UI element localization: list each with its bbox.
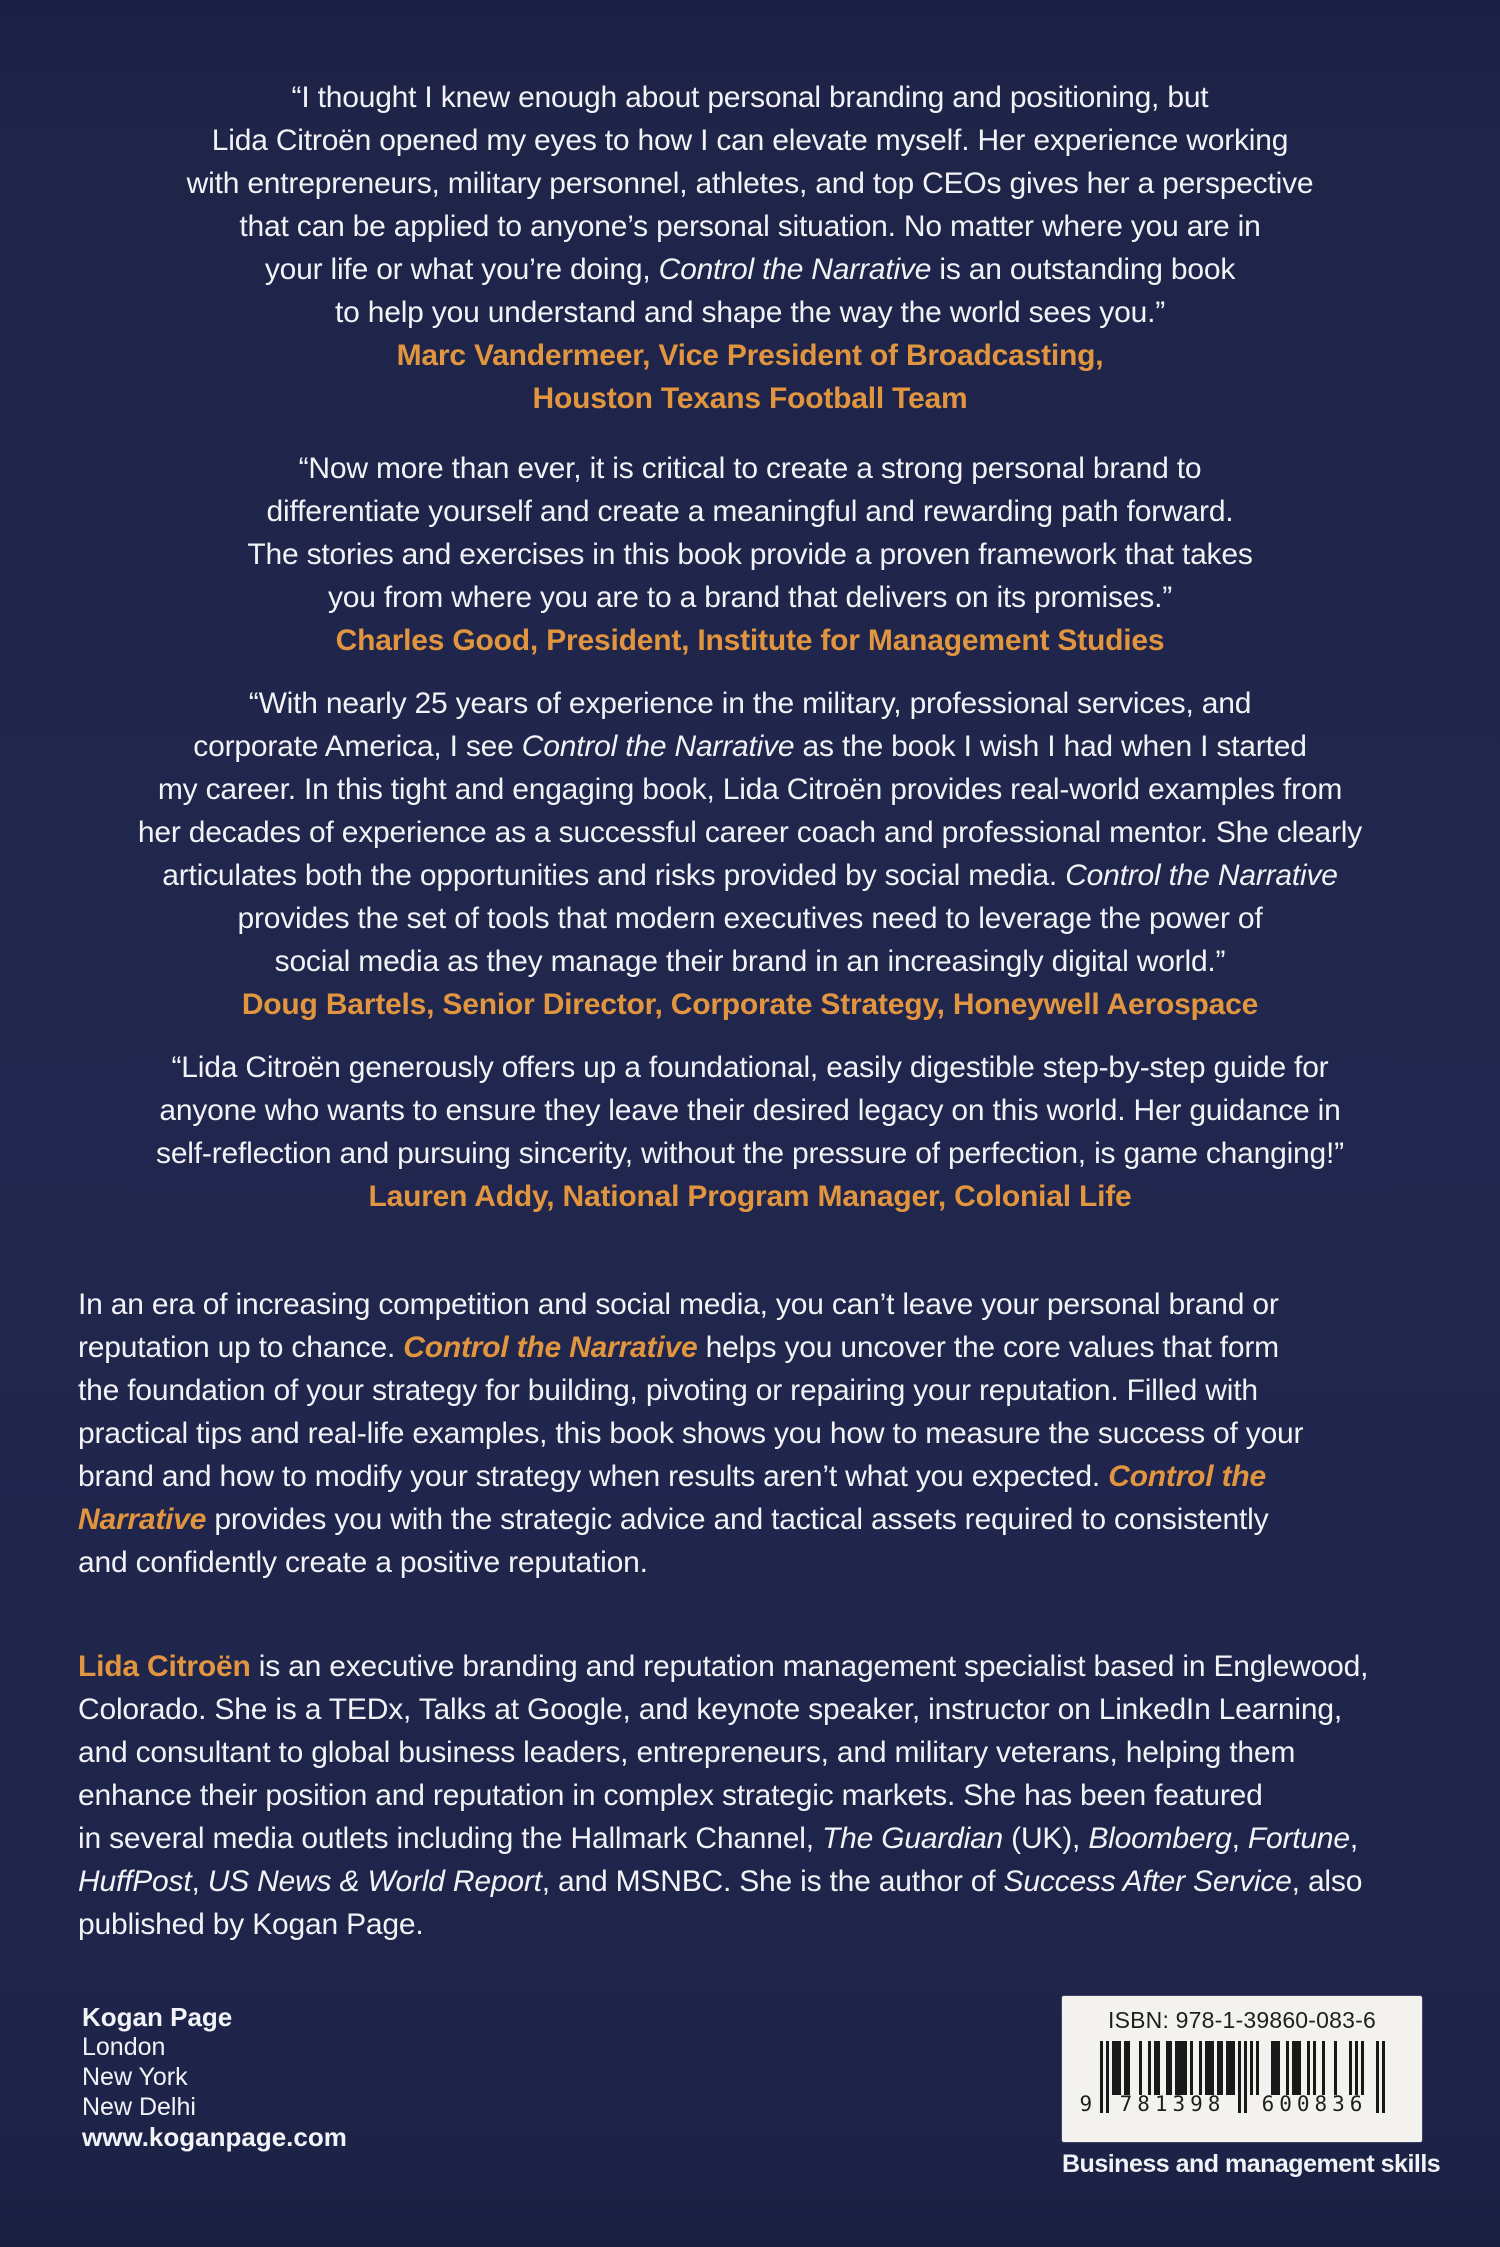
barcode-bar (1148, 2041, 1151, 2095)
text-line: you from where you are to a brand that delivers on its promises.” (327, 581, 1173, 614)
author-bio (78, 1645, 1440, 1946)
text-line: your life or what you’re doing, Control the Narrative is an outstanding book (264, 253, 1236, 286)
barcode-digit-leading: 9 (1079, 2092, 1093, 2116)
barcode-bar (1127, 2041, 1130, 2095)
barcode-bar (1250, 2041, 1253, 2095)
quote-4-attribution (0, 1175, 1500, 1218)
text-line: and consultant to global business leaders, entrepreneurs, and military veterans, helping them (78, 1736, 1296, 1769)
barcode-bar (1256, 2041, 1259, 2095)
publisher-name: Kogan Page (82, 2002, 233, 2032)
barcode-digits-right-group: 600836 (1261, 2092, 1368, 2116)
text-line: the foundation of your strategy for building, pivoting or repairing your reputation. Filled with (78, 1374, 1258, 1407)
text-line: differentiate yourself and create a meaningful and rewarding path forward. (266, 495, 1234, 528)
barcode-bar (1232, 2041, 1235, 2095)
text-line: Lida Citroën opened my eyes to how I can elevate myself. Her experience working (211, 124, 1289, 157)
barcode-bar (1118, 2041, 1121, 2095)
endorsement-quote-2 (0, 447, 1500, 662)
barcode-bar (1307, 2041, 1310, 2095)
text-line: her decades of experience as a successful career coach and professional mentor. She clearly (137, 816, 1363, 849)
barcode-bar (1211, 2041, 1214, 2095)
text-line: social media as they manage their brand in an increasingly digital world.” (274, 945, 1226, 978)
barcode-bar (1349, 2041, 1352, 2095)
barcode-bar (1157, 2041, 1160, 2095)
text-line: HuffPost, US News & World Report, and MSNBC. She is the author of Success After Service, also (78, 1865, 1363, 1898)
text-line: and confidently create a positive reputation. (78, 1546, 648, 1579)
text-line: articulates both the opportunities and risks provided by social media. Control the Narrative (162, 859, 1338, 892)
endorsement-quote-1 (0, 76, 1500, 420)
text-line: published by Kogan Page. (78, 1908, 424, 1941)
barcode-bar (1184, 2041, 1187, 2095)
barcode-bar (1169, 2041, 1172, 2095)
quote-3-attribution (0, 983, 1500, 1026)
isbn-barcode-box (1062, 1996, 1422, 2142)
barcode-bar (1139, 2041, 1142, 2095)
text-line: “With nearly 25 years of experience in the military, professional services, and (248, 687, 1252, 720)
barcode-bar (1298, 2041, 1301, 2095)
quote-1-attribution (0, 334, 1500, 420)
barcode (1079, 2041, 1385, 2116)
barcode-bar (1334, 2041, 1337, 2095)
text-line: reputation up to chance. Control the Narrative helps you uncover the core values that form (78, 1331, 1279, 1364)
text-line: Lauren Addy, National Program Manager, Colonial Life (368, 1180, 1132, 1213)
barcode-digits-left-group: 781398 (1119, 2092, 1226, 2116)
text-line: “Lida Citroën generously offers up a foundational, easily digestible step-by-step guide for (171, 1051, 1329, 1084)
barcode-bar (1361, 2041, 1364, 2095)
text-line: enhance their position and reputation in complex strategic markets. She has been featured (78, 1779, 1263, 1812)
endorsement-quote-4 (0, 1046, 1500, 1218)
barcode-bar (1313, 2041, 1316, 2095)
text-line: in several media outlets including the Hallmark Channel, The Guardian (UK), Bloomberg, Fortune, (78, 1822, 1359, 1855)
text-line: Narrative provides you with the strategic advice and tactical assets required to consistently (78, 1503, 1269, 1536)
quote-2-text (0, 447, 1500, 619)
barcode-bar (1355, 2041, 1358, 2095)
barcode-bar (1286, 2041, 1289, 2095)
barcode-digits (1079, 2092, 1385, 2116)
quote-2-attribution (0, 619, 1500, 662)
barcode-bar (1190, 2041, 1193, 2095)
text-line: corporate America, I see Control the Narrative as the book I wish I had when I started (193, 730, 1307, 763)
publisher-location-newyork: New York (82, 2063, 188, 2091)
quote-3-text (0, 682, 1500, 983)
text-line: my career. In this tight and engaging book, Lida Citroën provides real-world examples from (157, 773, 1343, 806)
text-line: The stories and exercises in this book provide a proven framework that takes (247, 538, 1253, 571)
text-line: provides the set of tools that modern executives need to leverage the power of (237, 902, 1263, 935)
text-line: Houston Texans Football Team (532, 382, 968, 415)
quote-4-text (0, 1046, 1500, 1175)
publisher-location-newdelhi: New Delhi (82, 2093, 196, 2121)
text-line: with entrepreneurs, military personnel, athletes, and top CEOs gives her a perspective (186, 167, 1314, 200)
text-line: Colorado. She is a TEDx, Talks at Google, and keynote speaker, instructor on LinkedIn Learning, (78, 1693, 1342, 1726)
isbn-label: ISBN: 978-1-39860-083-6 (1108, 2007, 1376, 2033)
endorsement-quote-3 (0, 682, 1500, 1026)
barcode-bar (1220, 2041, 1223, 2095)
text-line: “I thought I knew enough about personal branding and positioning, but (291, 81, 1209, 114)
text-line: brand and how to modify your strategy when results aren’t what you expected. Control the (78, 1460, 1266, 1493)
quote-1-text (0, 76, 1500, 334)
text-line: In an era of increasing competition and social media, you can’t leave your personal brand or (78, 1288, 1279, 1321)
text-line: Doug Bartels, Senior Director, Corporate Strategy, Honeywell Aerospace (241, 988, 1259, 1021)
publisher-location-london: London (82, 2033, 166, 2061)
text-line: anyone who wants to ensure they leave their desired legacy on this world. Her guidance in (159, 1094, 1341, 1127)
text-line: Charles Good, President, Institute for Management Studies (335, 624, 1165, 657)
publisher-website: www.koganpage.com (82, 2122, 347, 2152)
text-line: “Now more than ever, it is critical to create a strong personal brand to (298, 452, 1202, 485)
publisher-block (82, 2002, 347, 2152)
text-line: Marc Vandermeer, Vice President of Broadcasting, (396, 339, 1104, 372)
text-line: to help you understand and shape the way the world sees you.” (334, 296, 1165, 329)
barcode-bar (1199, 2041, 1202, 2095)
category-label: Business and management skills (1062, 2150, 1441, 2178)
barcode-bar (1277, 2041, 1280, 2095)
book-description (78, 1283, 1440, 1584)
text-line: that can be applied to anyone’s personal situation. No matter where you are in (239, 210, 1261, 243)
barcode-bar (1322, 2041, 1325, 2095)
text-line: practical tips and real-life examples, this book shows you how to measure the success of your (78, 1417, 1304, 1450)
text-line: self-reflection and pursuing sincerity, without the pressure of perfection, is game changing!” (156, 1137, 1344, 1170)
text-line: Lida Citroën is an executive branding and reputation management specialist based in Englewood, (78, 1650, 1369, 1683)
